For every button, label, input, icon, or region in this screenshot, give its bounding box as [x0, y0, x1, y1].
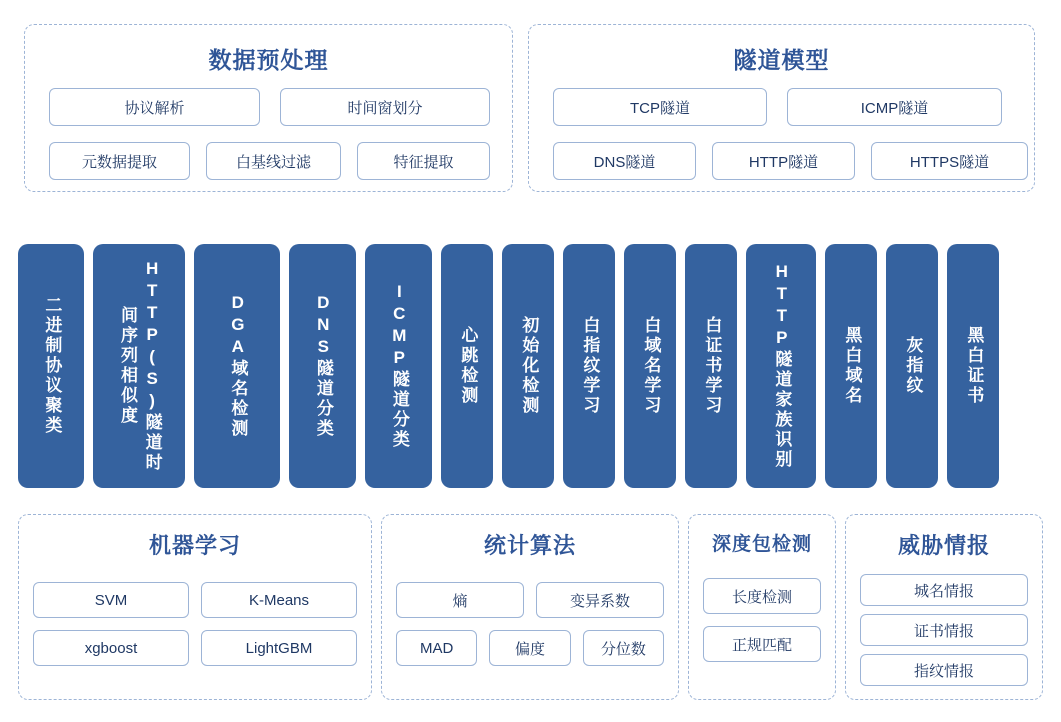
pillar-heartbeat-detection[interactable] — [441, 244, 493, 488]
chip-lightgbm[interactable]: LightGBM — [201, 630, 357, 666]
chip-regex-match[interactable]: 正规匹配 — [703, 626, 821, 662]
chip-length-detection[interactable]: 长度检测 — [703, 578, 821, 614]
panel-data-preprocessing — [24, 24, 513, 192]
pillar-dns-tunnel-classification[interactable] — [289, 244, 356, 488]
chip-svm[interactable]: SVM — [33, 582, 189, 618]
chip-time-window[interactable]: 时间窗划分 — [280, 88, 490, 126]
pillar-black-white-certificate[interactable] — [947, 244, 999, 488]
chip-icmp-tunnel[interactable]: ICMP隧道 — [787, 88, 1002, 126]
pillar-label: 白证书学习 — [702, 316, 722, 416]
chip-kmeans[interactable]: K-Means — [201, 582, 357, 618]
ml-row-2 — [19, 630, 371, 666]
chip-mad[interactable]: MAD — [396, 630, 477, 666]
pillar-white-fingerprint-learning[interactable] — [563, 244, 615, 488]
preprocessing-row-2 — [49, 142, 488, 180]
pillar-binary-protocol-clustering[interactable] — [18, 244, 84, 488]
chip-http-tunnel[interactable]: HTTP隧道 — [712, 142, 855, 180]
chip-domain-intelligence[interactable]: 城名情报 — [860, 574, 1028, 606]
pillar-label: 初始化检测 — [519, 316, 539, 416]
pillar-label: ICMP隧道分类 — [389, 282, 409, 450]
ml-row-1 — [19, 582, 371, 618]
dpi-row-1 — [689, 578, 835, 614]
panel-statistical-algorithms — [381, 514, 679, 700]
chip-entropy[interactable]: 熵 — [396, 582, 524, 618]
pillar-label: DNS隧道分类 — [313, 293, 333, 439]
pillar-black-white-domain[interactable] — [825, 244, 877, 488]
pillar-label: DGA域名检测 — [228, 293, 248, 439]
pillar-label: 白指纹学习 — [580, 316, 600, 416]
pillar-http-tunnel-family-identification[interactable] — [746, 244, 816, 488]
chip-quantile[interactable]: 分位数 — [583, 630, 664, 666]
pillar-label: 心跳检测 — [458, 326, 478, 406]
pillar-white-certificate-learning[interactable] — [685, 244, 737, 488]
panel-title-tunnel-model: 隧道模型 — [733, 47, 830, 73]
panel-title-threat-intelligence: 威胁情报 — [897, 533, 990, 558]
panel-machine-learning — [18, 514, 372, 700]
pillar-white-domain-learning[interactable] — [624, 244, 676, 488]
stat-row-1 — [382, 582, 678, 618]
panel-tunnel-model — [528, 24, 1035, 192]
ti-row-2 — [846, 614, 1042, 646]
chip-feature-extract[interactable]: 特征提取 — [357, 142, 490, 180]
panel-title-statistical-algorithms: 统计算法 — [483, 533, 576, 558]
chip-dns-tunnel[interactable]: DNS隧道 — [553, 142, 696, 180]
chip-fingerprint-intelligence[interactable]: 指纹情报 — [860, 654, 1028, 686]
pillar-label: 黑白证书 — [964, 326, 984, 406]
pillar-icmp-tunnel-classification[interactable] — [365, 244, 432, 488]
pillar-label: 灰指纹 — [903, 336, 923, 396]
pillar-initialization-detection[interactable] — [502, 244, 554, 488]
pillar-dga-domain-detection[interactable] — [194, 244, 280, 488]
ti-row-1 — [846, 574, 1042, 606]
preprocessing-row-1 — [49, 88, 488, 126]
chip-skewness[interactable]: 偏度 — [489, 630, 570, 666]
pillar-label: 二进制协议聚类 — [42, 296, 62, 436]
pillar-label: HTTP(S)隧道时间序列相似度 — [118, 259, 162, 473]
chip-https-tunnel[interactable]: HTTPS隧道 — [871, 142, 1028, 180]
chip-protocol-parse[interactable]: 协议解析 — [49, 88, 260, 126]
chip-coefficient-of-variation[interactable]: 变异系数 — [536, 582, 664, 618]
pillar-label: HTTP隧道家族识别 — [772, 262, 792, 470]
chip-metadata-extract[interactable]: 元数据提取 — [49, 142, 190, 180]
stat-row-2 — [382, 630, 678, 666]
pillar-https-tunnel-time-series-similarity[interactable] — [93, 244, 185, 488]
detection-capability-pillars — [18, 244, 1043, 488]
chip-tcp-tunnel[interactable]: TCP隧道 — [553, 88, 767, 126]
panel-title-machine-learning: 机器学习 — [148, 533, 241, 558]
tunnel-row-2 — [553, 142, 1010, 180]
pillar-gray-fingerprint[interactable] — [886, 244, 938, 488]
panel-title-preprocessing: 数据预处理 — [208, 47, 329, 73]
panel-title-deep-packet-inspection: 深度包检测 — [711, 534, 812, 555]
chip-xgboost[interactable]: xgboost — [33, 630, 189, 666]
ti-row-3 — [846, 654, 1042, 686]
pillar-label: 白域名学习 — [641, 316, 661, 416]
panel-threat-intelligence — [845, 514, 1043, 700]
pillar-label: 黑白域名 — [842, 326, 862, 406]
panel-deep-packet-inspection — [688, 514, 836, 700]
tunnel-row-1 — [553, 88, 1010, 126]
dpi-row-2 — [689, 626, 835, 662]
chip-certificate-intelligence[interactable]: 证书情报 — [860, 614, 1028, 646]
chip-white-baseline-filter[interactable]: 白基线过滤 — [206, 142, 341, 180]
